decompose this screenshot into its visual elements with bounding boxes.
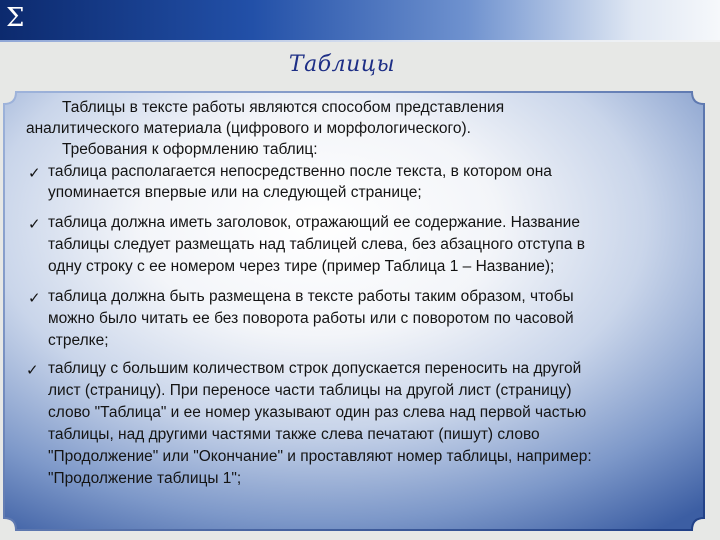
bullet-line: таблицы, над другими частями также слева печатают (пишут) слово	[48, 426, 540, 443]
bullet-line: "Продолжение" или "Окончание" и проставляют номер таблицы, например:	[48, 448, 592, 465]
bullet-line: таблица располагается непосредственно после текста, в котором она	[48, 163, 552, 180]
requirements-heading: Требования к оформлению таблиц:	[62, 141, 318, 158]
bullet-line: таблицу с большим количеством строк допускается переносить на другой	[48, 360, 582, 377]
check-icon: ✓	[26, 361, 39, 379]
content-panel	[0, 90, 720, 534]
check-icon: ✓	[28, 164, 41, 182]
bullet-line: упоминается впервые или на следующей странице;	[48, 184, 422, 201]
bullet-line: таблица должна быть размещена в тексте работы таким образом, чтобы	[48, 288, 574, 305]
slide-title: Таблицы	[288, 52, 396, 77]
intro-line: Таблицы в тексте работы являются способом представления	[62, 99, 505, 116]
intro-line: аналитического материала (цифрового и морфологического).	[26, 120, 471, 137]
bullet-line: лист (страницу). При переносе части таблицы на другой лист (страницу)	[48, 382, 572, 399]
bullet-line: таблица должна иметь заголовок, отражающий ее содержание. Название	[48, 214, 580, 231]
check-icon: ✓	[28, 289, 41, 307]
bullet-line: стрелке;	[48, 332, 109, 349]
bullet-line: таблицы следует размещать над таблицей слева, без абзацного отступа в	[48, 236, 585, 253]
sigma-logo-icon: Σ	[6, 3, 25, 33]
bullet-line: "Продолжение таблицы 1";	[48, 470, 242, 487]
bullet-line: одну строку с ее номером через тире (пример Таблица 1 – Название);	[48, 258, 555, 275]
content-text	[0, 90, 720, 534]
top-bar-divider	[0, 40, 720, 42]
top-bar	[0, 0, 720, 40]
check-icon: ✓	[28, 215, 41, 233]
bullet-line: можно было читать ее без поворота работы или с поворотом по часовой	[48, 310, 574, 327]
bullet-line: слово "Таблица" и ее номер указывают один раз слева над первой частью	[48, 404, 587, 421]
